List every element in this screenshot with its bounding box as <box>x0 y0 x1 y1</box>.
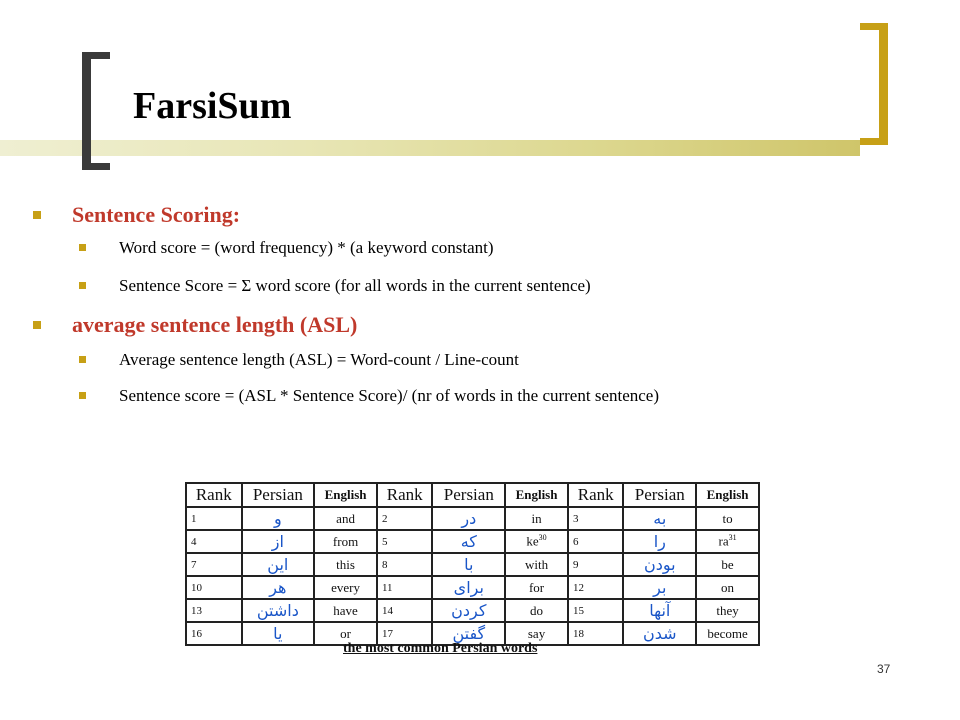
english-word-cell: do <box>505 599 568 622</box>
persian-word-cell: هر <box>242 576 315 599</box>
english-word-cell: or <box>314 622 377 645</box>
english-word-cell: from <box>314 530 377 553</box>
english-word-cell: they <box>696 599 759 622</box>
rank-cell: 5 <box>377 530 433 553</box>
right-bracket-decoration <box>857 23 888 145</box>
table-header-row <box>186 483 759 507</box>
persian-word-cell: یا <box>242 622 315 645</box>
bullet-item-asl-formula: Average sentence length (ASL) = Word-count / Line-count <box>119 350 519 369</box>
header-cell: Persian <box>623 483 696 507</box>
rank-cell: 10 <box>186 576 242 599</box>
english-word-cell: to <box>696 507 759 530</box>
bullet-heading-asl: average sentence length (ASL) <box>72 312 358 337</box>
persian-word-cell: در <box>432 507 505 530</box>
rank-cell: 16 <box>186 622 242 645</box>
bullet-square-icon <box>33 211 41 219</box>
rank-cell: 4 <box>186 530 242 553</box>
table-body <box>186 507 759 645</box>
english-word-cell: in <box>505 507 568 530</box>
rank-cell: 14 <box>377 599 433 622</box>
table-row <box>186 576 759 599</box>
header-cell: Rank <box>568 483 624 507</box>
bullet-item-asl-sentence-score: Sentence score = (ASL * Sentence Score)/ (nr of words in the current sentence) <box>119 386 660 405</box>
persian-word-cell: آنها <box>623 599 696 622</box>
persian-word-cell: با <box>432 553 505 576</box>
table-caption: the most common Persian words <box>343 641 538 656</box>
sub-bullet-square-icon <box>79 244 86 251</box>
rank-cell: 15 <box>568 599 624 622</box>
bullet-heading-sentence-scoring: Sentence Scoring: <box>72 202 241 227</box>
table-row <box>186 507 759 530</box>
persian-word-cell: را <box>623 530 696 553</box>
english-word-cell: say <box>505 622 568 645</box>
english-word-cell: this <box>314 553 377 576</box>
rank-cell: 8 <box>377 553 433 576</box>
rank-cell: 1 <box>186 507 242 530</box>
english-word-cell: on <box>696 576 759 599</box>
rank-cell: 13 <box>186 599 242 622</box>
header-cell: Persian <box>242 483 315 507</box>
english-word-cell: and <box>314 507 377 530</box>
header-cell: Persian <box>432 483 505 507</box>
english-word-cell: for <box>505 576 568 599</box>
bullet-item-word-score: Word score = (word frequency) * (a keyword constant) <box>119 238 494 257</box>
table-row <box>186 530 759 553</box>
header-cell: English <box>314 483 377 507</box>
persian-word-cell: بودن <box>623 553 696 576</box>
rank-cell: 12 <box>568 576 624 599</box>
rank-cell: 11 <box>377 576 433 599</box>
sub-bullet-square-icon <box>79 356 86 363</box>
persian-word-cell: این <box>242 553 315 576</box>
superscript-label: 31 <box>728 533 737 543</box>
persian-word-cell: شدن <box>623 622 696 645</box>
header-cell: English <box>696 483 759 507</box>
persian-words-table <box>185 482 760 646</box>
english-word-cell: $ra^{31}$ <box>696 530 759 553</box>
sub-bullet-square-icon <box>79 392 86 399</box>
header-cell: English <box>505 483 568 507</box>
header-cell: Rank <box>377 483 433 507</box>
table-row <box>186 553 759 576</box>
english-word-cell: every <box>314 576 377 599</box>
superscript-label: 30 <box>538 533 547 543</box>
header-cell: Rank <box>186 483 242 507</box>
persian-word-cell: از <box>242 530 315 553</box>
slide-title: FarsiSum <box>133 85 292 127</box>
persian-word-cell: برای <box>432 576 505 599</box>
rank-cell: 3 <box>568 507 624 530</box>
persian-word-cell: بر <box>623 576 696 599</box>
rank-cell: 18 <box>568 622 624 645</box>
persian-word-cell: داشتن <box>242 599 315 622</box>
english-word-cell: be <box>696 553 759 576</box>
english-word-cell: $ke^{30}$ <box>505 530 568 553</box>
rank-cell: 6 <box>568 530 624 553</box>
title-decoration-bar <box>0 140 860 156</box>
rank-cell: 2 <box>377 507 433 530</box>
english-word-cell: have <box>314 599 377 622</box>
persian-word-cell: کردن <box>432 599 505 622</box>
rank-cell: 7 <box>186 553 242 576</box>
sub-bullet-square-icon <box>79 282 86 289</box>
persian-word-cell: و <box>242 507 315 530</box>
persian-word-cell: که <box>432 530 505 553</box>
rank-cell: 9 <box>568 553 624 576</box>
bullet-item-sentence-score: Sentence Score = Σ word score (for all words in the current sentence) <box>119 276 591 295</box>
bullet-square-icon <box>33 321 41 329</box>
english-word-cell: become <box>696 622 759 645</box>
persian-word-cell: به <box>623 507 696 530</box>
persian-word-cell: گفتن <box>432 622 505 645</box>
left-bracket-decoration <box>82 52 112 170</box>
page-number: 37 <box>877 662 891 676</box>
table-row <box>186 599 759 622</box>
english-word-cell: with <box>505 553 568 576</box>
rank-cell: 17 <box>377 622 433 645</box>
